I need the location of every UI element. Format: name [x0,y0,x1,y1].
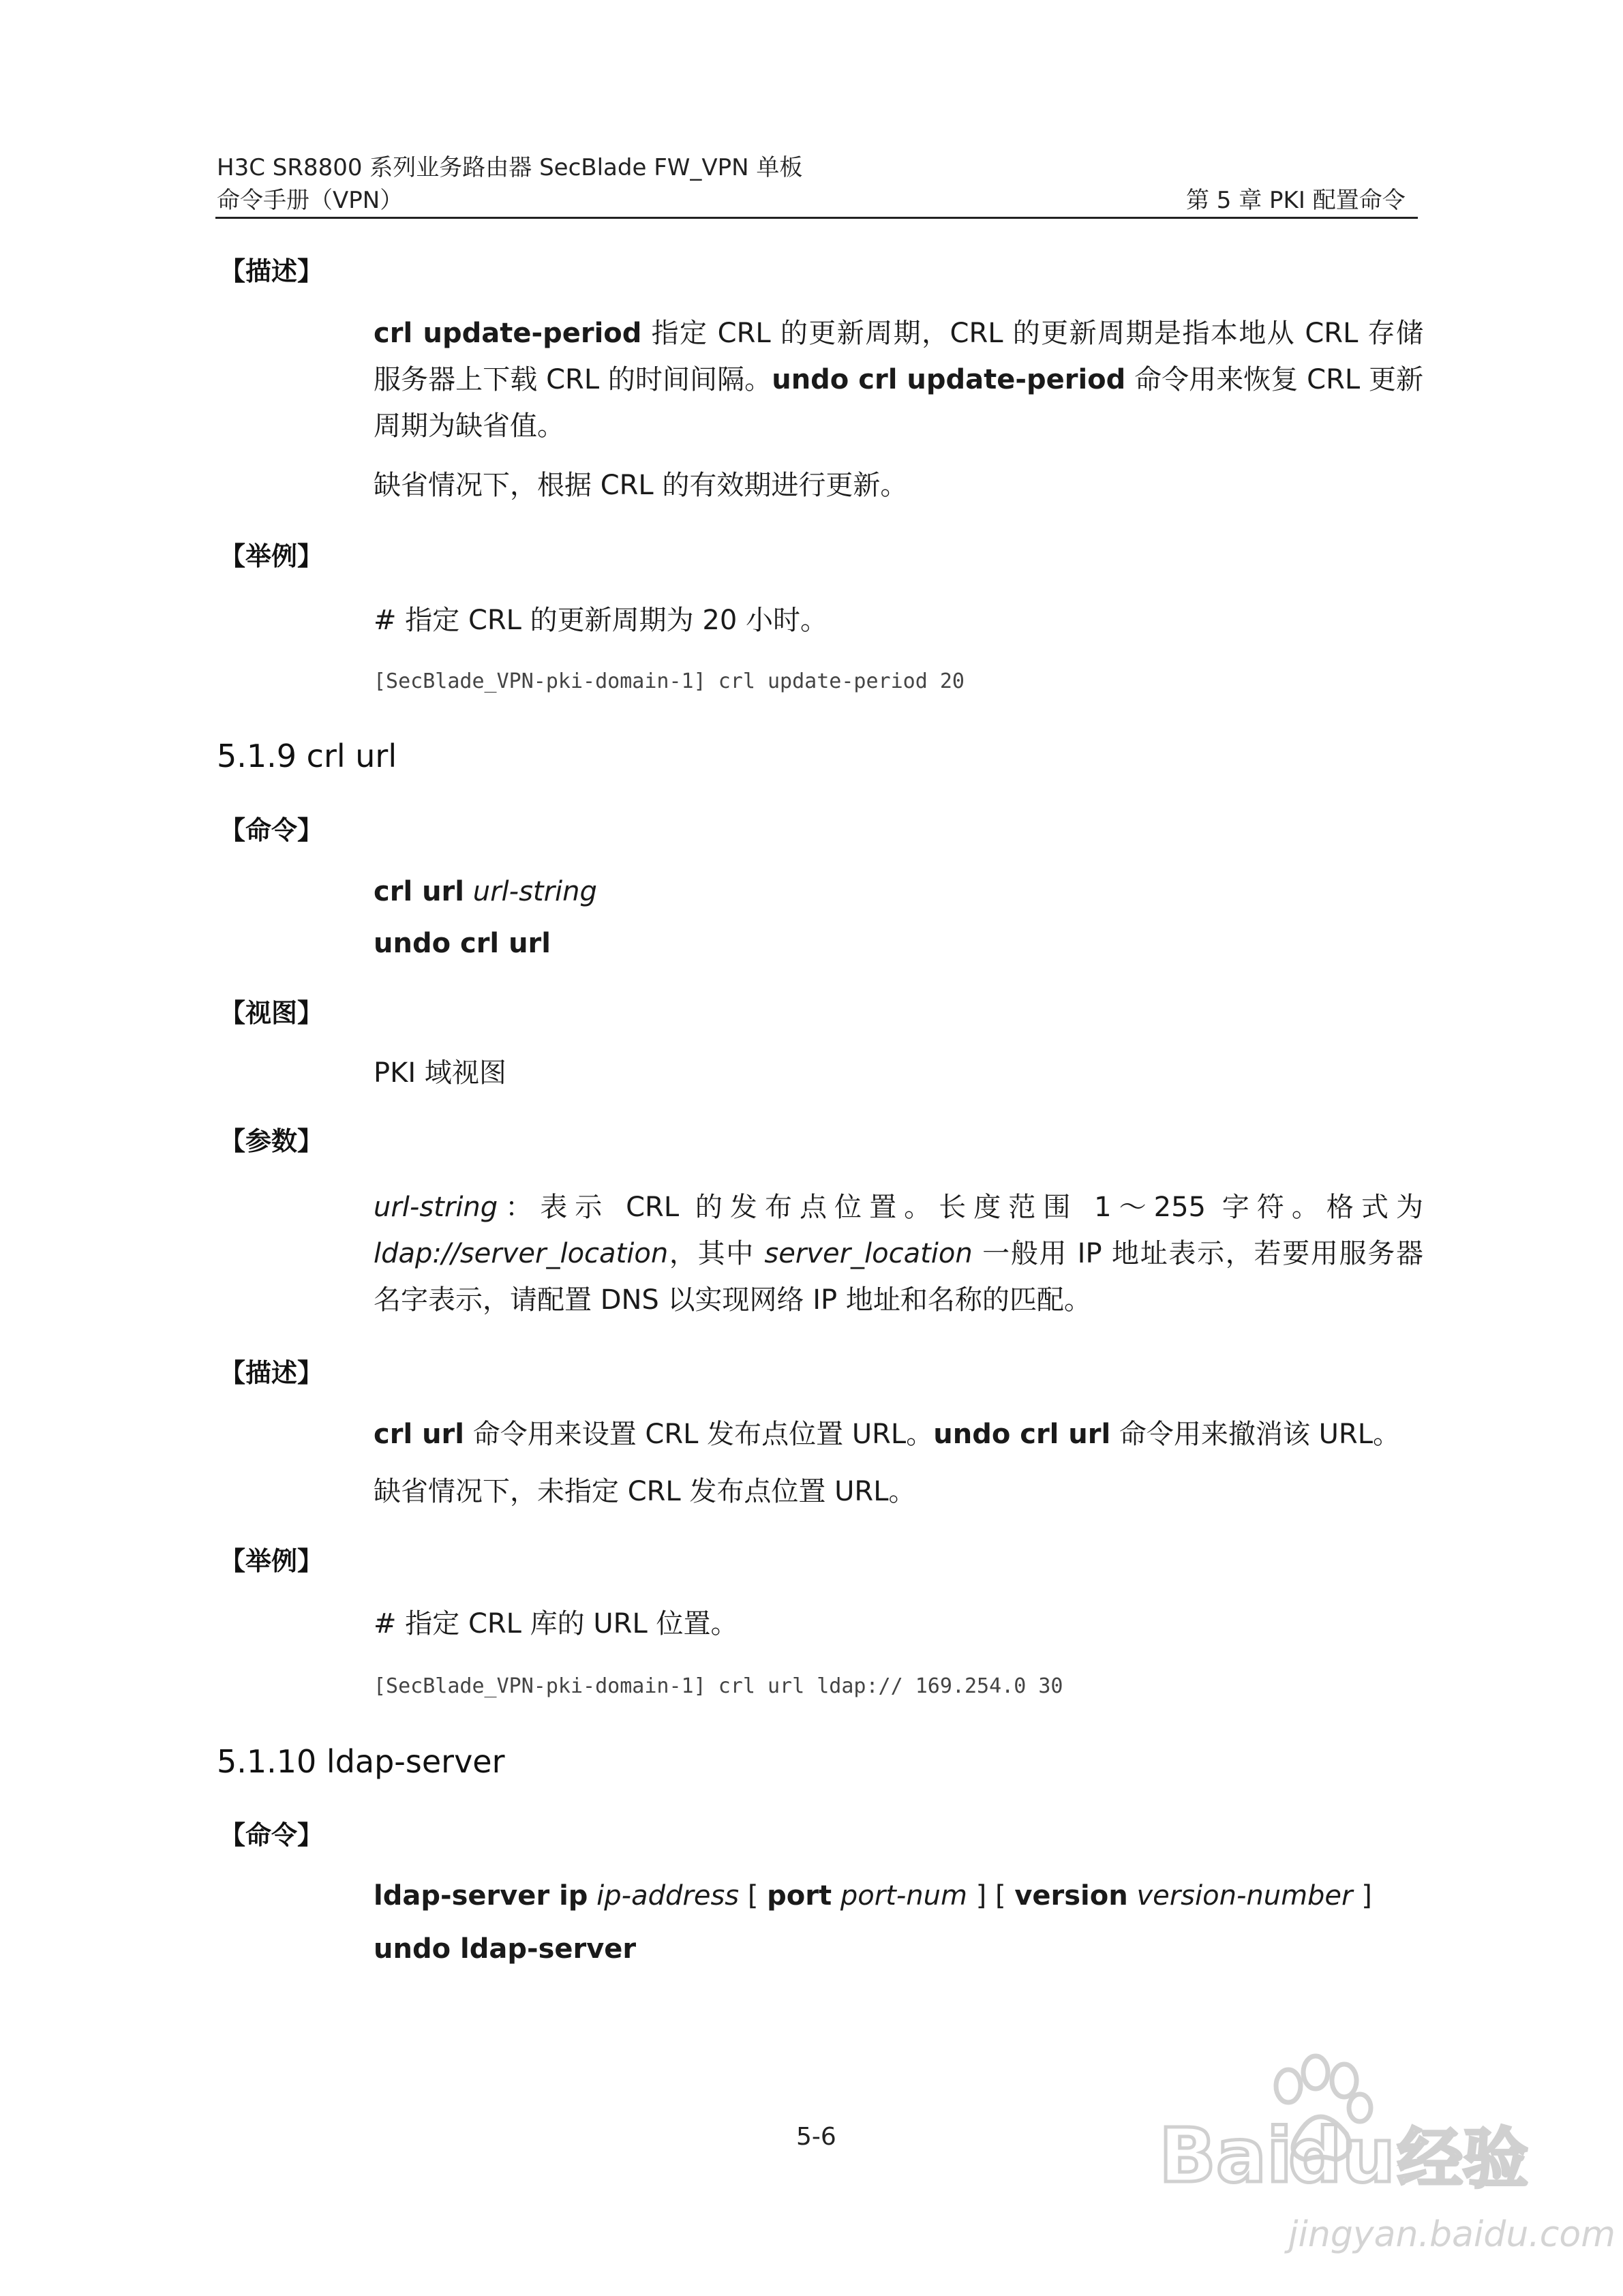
header-chapter: 第 5 章 PKI 配置命令 [1186,187,1406,214]
example-label: 【举例】 [219,541,324,571]
page-number: 5-6 [796,2123,836,2151]
example-text: # 指定 CRL 库的 URL 位置。 [374,1608,738,1640]
params-paragraph [374,1184,1423,1323]
command-syntax [374,875,597,908]
desc-default-note: 缺省情况下，未指定 CRL 发布点位置 URL。 [374,1476,916,1507]
cmd-argument: version-number [1136,1880,1353,1912]
cmd-keyword: crl url [374,1419,464,1450]
undo-command-syntax: undo ldap-server [374,1933,637,1965]
command-label: 【命令】 [219,1820,324,1850]
cmd-argument: port-num [840,1880,967,1912]
cmd-keyword: version [1014,1880,1128,1912]
example-text: # 指定 CRL 的更新周期为 20 小时。 [374,605,828,636]
desc-paragraph-crl-update-period [374,310,1423,449]
cmd-bracket: ] [ [967,1880,1015,1912]
svg-text:经验: 经验 [1397,2121,1528,2197]
cmd-keyword: crl url [374,876,464,907]
cmd-argument: url-string [472,876,597,907]
baidu-jingyan-watermark-logo [1152,2052,1616,2270]
command-syntax [374,1879,1372,1912]
example-code: [SecBlade_VPN-pki-domain-1] crl url ldap:// 169.254.0 30 [374,1674,1063,1698]
params-label: 【参数】 [219,1126,324,1156]
cmd-keyword: undo crl update-period [772,364,1126,395]
param-format: ldap://server_location [374,1238,669,1269]
view-label: 【视图】 [219,998,324,1028]
cmd-keyword: undo crl url [933,1419,1111,1450]
param-name: server_location [764,1238,973,1269]
command-label: 【命令】 [219,815,324,845]
cmd-keyword: port [767,1880,832,1912]
param-name: url-string [374,1192,498,1223]
param-text: 一般用 IP 地址表示，若要用服务器名字表示，请配置 DNS 以实现网络 IP 地址和名称的匹配。 [374,1238,1423,1316]
desc-default-note: 缺省情况下，根据 CRL 的有效期进行更新。 [374,470,908,501]
header-divider [215,217,1418,219]
section-heading-ldap-server: 5.1.10 ldap-server [217,1743,505,1780]
svg-text:Bai: Bai [1159,2112,1292,2199]
desc-paragraph-crl-url [374,1418,1400,1451]
header-title: H3C SR8800 系列业务路由器 SecBlade FW_VPN 单板 [217,154,803,181]
desc-label: 【描述】 [219,256,324,286]
desc-text: 命令用来撤消该 URL。 [1110,1419,1401,1450]
header-manual-name: 命令手册（VPN） [217,187,404,214]
cmd-keyword: crl update-period [374,318,642,349]
desc-text: 命令用来恢复 CRL 更新周期为缺省值。 [374,364,1424,442]
svg-text:du: du [1288,2112,1396,2199]
example-code: [SecBlade_VPN-pki-domain-1] crl update-period 20 [374,669,965,693]
cmd-bracket: ] [1352,1880,1372,1912]
view-text: PKI 域视图 [374,1057,506,1089]
desc-text: 指定 CRL 的更新周期，CRL 的更新周期是指本地从 CRL 存储服务器上下载 CRL 的时间间隔。 [374,318,1424,395]
section-heading-crl-url: 5.1.9 crl url [217,738,397,774]
param-text: ，其中 [668,1238,765,1269]
undo-command-syntax: undo crl url [374,928,551,959]
cmd-bracket: [ [739,1880,768,1912]
desc-label: 【描述】 [219,1358,324,1388]
desc-text: 命令用来设置 CRL 发布点位置 URL。 [464,1419,934,1450]
watermark-url: jingyan.baidu.com [1288,2214,1616,2255]
param-text: ：表示 CRL 的发布点位置。长度范围 1～255 字符。格式为 [498,1192,1423,1223]
cmd-keyword: ldap-server ip [374,1880,588,1912]
example-label: 【举例】 [219,1546,324,1576]
cmd-argument: ip-address [596,1880,740,1912]
